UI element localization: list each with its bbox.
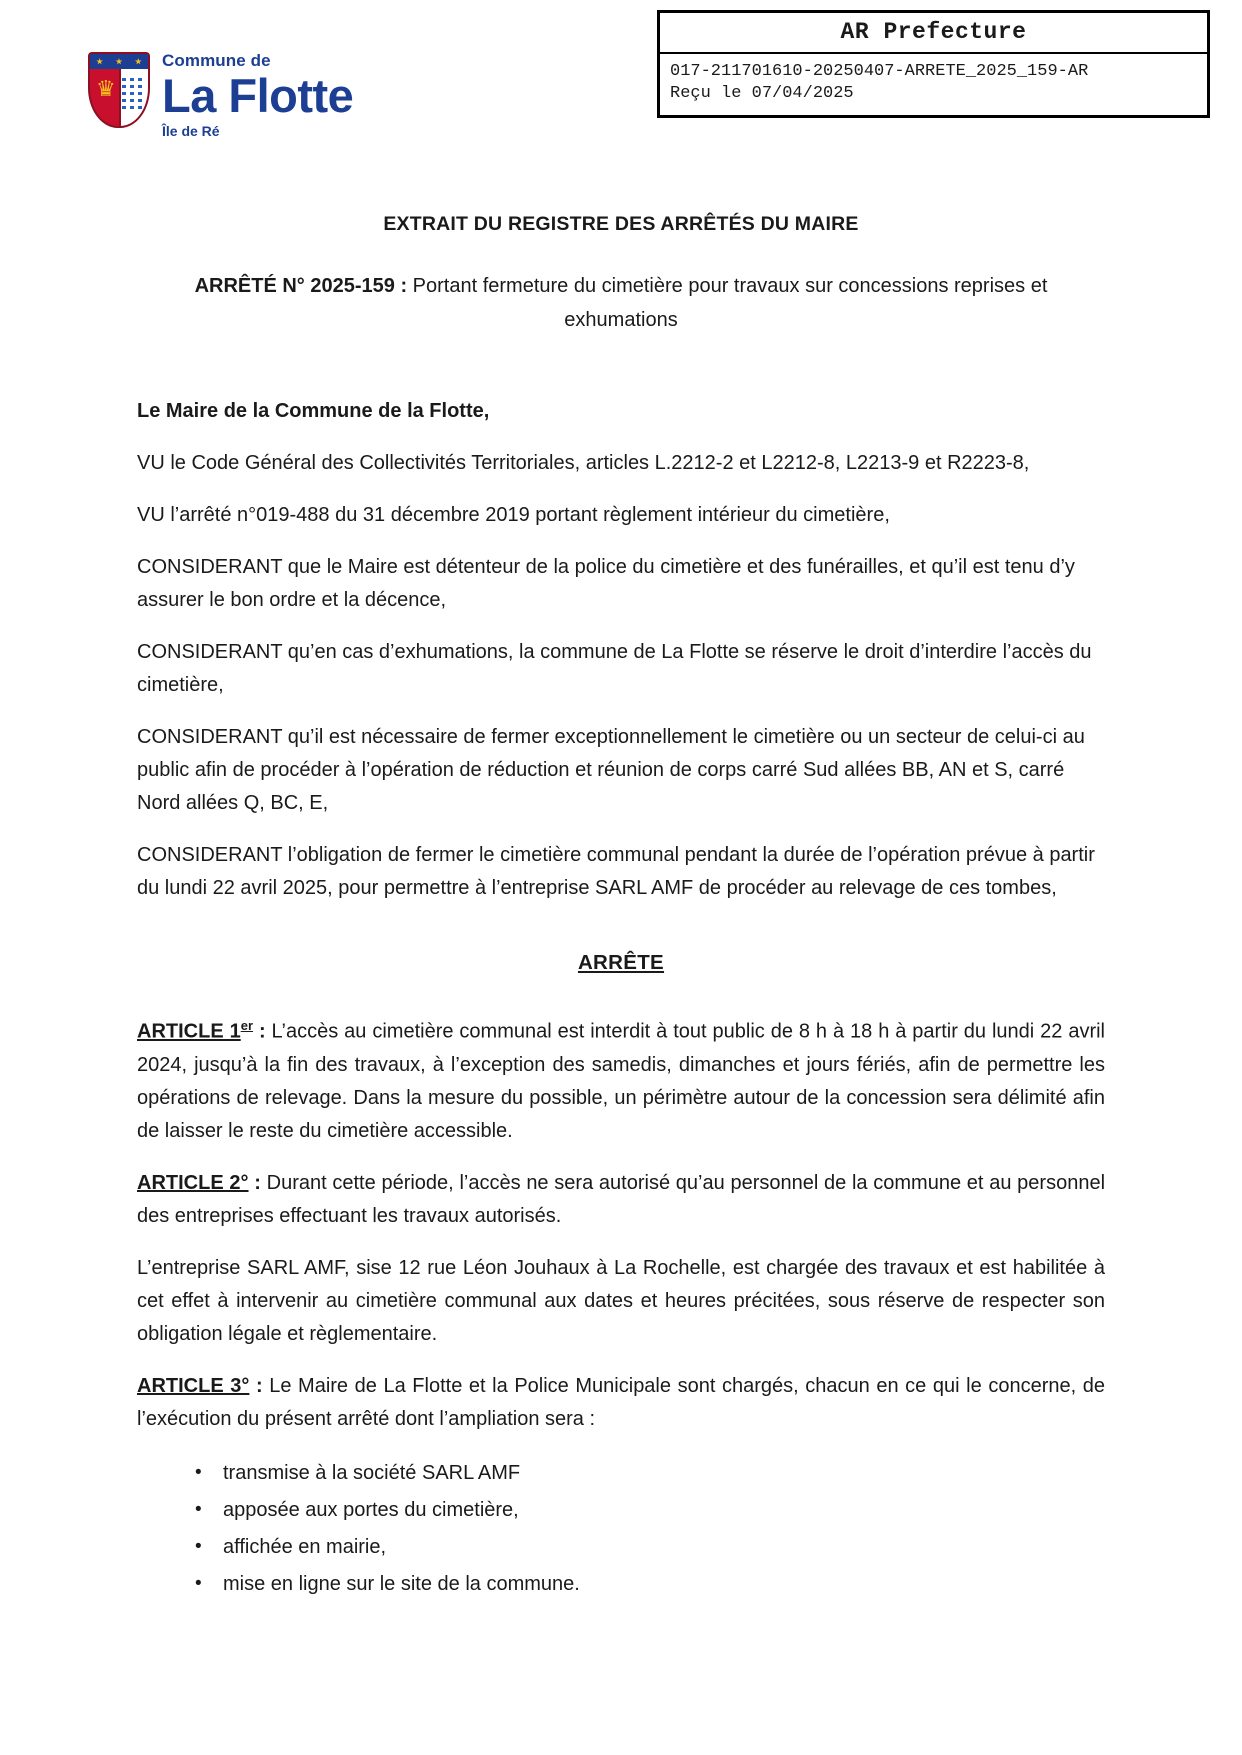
article-2-colon: : — [248, 1171, 261, 1194]
considerant-3: CONSIDERANT que le Maire est détenteur de la police du cimetière et des funérailles, et qu’il est tenu d’y assurer le bon ordre et la décence, — [137, 556, 1075, 611]
page-title: EXTRAIT DU REGISTRE DES ARRÊTÉS DU MAIRE — [383, 213, 859, 235]
article-1-label: ARTICLE 1 — [137, 1020, 241, 1043]
brand-main-label: La Flotte — [162, 69, 354, 122]
article-3-label: ARTICLE 3° — [137, 1374, 250, 1397]
list-item: • transmise à la société SARL AMF — [173, 1455, 1105, 1492]
arrete-subject-text: Portant fermeture du cimetière pour travaux sur concessions reprises et exhumations — [407, 275, 1048, 331]
article-3-text: Le Maire de La Flotte et la Police Municipale sont chargés, chacun en ce qui le concerne, de l’exécution du présent arrêté dont l’ampliation sera : — [137, 1374, 1105, 1430]
arrete-heading: ARRÊTE — [577, 951, 665, 974]
article-2-text: Durant cette période, l’accès ne sera autorisé qu’au personnel de la commune et au personnel des entreprises effectuant les travaux autorisés. — [137, 1171, 1106, 1227]
considerant-6: CONSIDERANT l’obligation de fermer le cimetière communal pendant la durée de l’opération prévue à partir du lundi 22 avril 2025, pour permettre à l’entreprise SARL AMF de procéder au relevage de ces tombes, — [137, 844, 1095, 899]
ar-stamp-received: Reçu le 07/04/2025 — [670, 84, 854, 103]
considerant-1: VU le Code Général des Collectivités Territoriales, articles L.2212-2 et L2212-8, L2213-9 et R2223-8, — [137, 452, 1030, 474]
article-1-sup: er — [240, 1018, 254, 1033]
arrete-subject — [137, 269, 1105, 337]
article-3-colon: : — [249, 1374, 263, 1397]
article-2 — [137, 1167, 1105, 1233]
article-1-text: L’accès au cimetière communal est interdit à tout public de 8 h à 18 h à partir du lundi 22 avril 2024, jusqu’à la fin des travaux, à l’exception des samedis, dimanches et jours fériés, afin de permettre les opérations de relevage. Dans la mesure du possible, un périmètre autour de la concession sera délimité afin de laisser le reste du cimetière accessible. — [137, 1020, 1105, 1142]
list-item: • apposée aux portes du cimetière, — [173, 1492, 1105, 1529]
ar-stamp-reference: 017-211701610-20250407-ARRETE_2025_159-AR — [670, 62, 1089, 81]
ar-prefecture-stamp — [657, 10, 1210, 118]
list-item: • affichée en mairie, — [173, 1529, 1105, 1566]
ampliation-list — [137, 1455, 1105, 1603]
arrete-number: ARRÊTÉ N° 2025-159 : — [194, 275, 408, 297]
commune-logo — [88, 52, 353, 138]
considerant-4: CONSIDERANT qu’en cas d’exhumations, la commune de La Flotte se réserve le droit d’interdire l’accès du cimetière, — [137, 641, 1092, 696]
ar-stamp-details — [660, 54, 1207, 115]
document-header — [0, 0, 1242, 175]
brand-sub-label: Île de Ré — [162, 123, 220, 139]
mayor-line: Le Maire de la Commune de la Flotte, — [137, 400, 490, 422]
article-1 — [137, 1009, 1105, 1148]
considerant-5: CONSIDERANT qu’il est nécessaire de fermer exceptionnellement le cimetière ou un secteur de celui-ci au public afin de procéder à l’opération de réduction et réunion de corps carré Sud allées BB, AN et S, carré Nord allées Q, BC, E, — [137, 726, 1085, 814]
coat-of-arms-icon: ♛ — [88, 52, 150, 128]
ar-stamp-title: AR Prefecture — [660, 13, 1207, 54]
article-3 — [137, 1370, 1105, 1436]
list-item: • mise en ligne sur le site de la commune. — [173, 1566, 1105, 1603]
considerant-2: VU l’arrêté n°019-488 du 31 décembre 2019 portant règlement intérieur du cimetière, — [137, 504, 890, 526]
article-2-label: ARTICLE 2° — [137, 1171, 249, 1194]
document-body — [137, 213, 1105, 1603]
company-paragraph: L’entreprise SARL AMF, sise 12 rue Léon Jouhaux à La Rochelle, est chargée des travaux et est habilitée à cet effet à intervenir au cimetière communal aux dates et heures précitées, sous réserve de respecter son obligation légale et règlementaire. — [137, 1256, 1105, 1345]
article-1-colon: : — [253, 1020, 266, 1043]
brand-top-label: Commune de — [162, 51, 271, 70]
